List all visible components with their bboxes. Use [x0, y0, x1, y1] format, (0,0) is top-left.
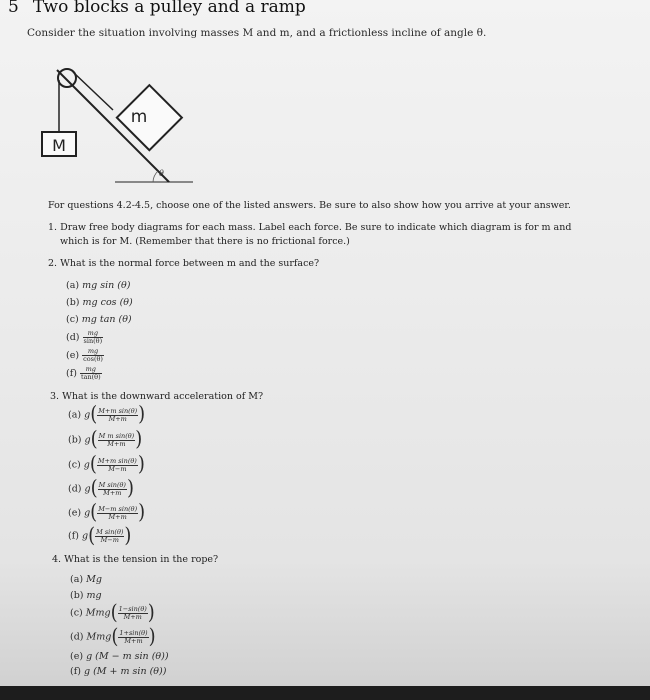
- q3-option-b: (b) g( $\frac{\text{M m sin(θ)}}{M+m}$ ): [68, 427, 143, 452]
- angle-arc: [153, 171, 158, 182]
- small-block-label: m: [130, 107, 148, 127]
- q4-question: 4. What is the tension in the rope?: [52, 554, 219, 565]
- q3-option-a: (a) g( $\frac{\text{M+m sin(θ)}}{M+m}$ ): [68, 402, 146, 427]
- q2-question: 2. What is the normal force between m and the surface?: [48, 258, 320, 269]
- q4-option-f: (f) g (M + m sin (θ)): [70, 666, 167, 677]
- q4-option-d: (d) Mmg( $\frac{1+\sin(\theta)}{M+m}$ ): [70, 624, 156, 649]
- q1-line1: 1. Draw free body diagrams for each mass. Label each force. Be sure to indicate which diagram is for m and: [48, 222, 572, 233]
- q2-option-a: (a) mg sin (θ): [66, 280, 131, 291]
- q4-option-c: (c) Mmg( $\frac{1-\sin(\theta)}{M+m}$ ): [70, 600, 155, 625]
- section-title-text: Two blocks a pulley and a ramp: [32, 0, 306, 17]
- q2-option-b: (b) mg cos (θ): [66, 297, 133, 308]
- q3-option-f: (f) g( $\frac{\text{M sin(θ)}}{M-m}$ ): [68, 523, 132, 548]
- q2-option-d: (d) $\frac{mg}{\sin(\theta)}$: [66, 329, 103, 345]
- q2-option-e: (e) $\frac{mg}{\cos(\theta)}$: [66, 347, 103, 363]
- q4-option-b: (b) mg: [70, 590, 102, 601]
- q3-option-d: (d) g( $\frac{\text{M sin(θ)}}{M+m}$ ): [68, 476, 134, 501]
- q1-line2: which is for M. (Remember that there is no frictional force.): [60, 236, 350, 247]
- q3-option-e: (e) g( $\frac{\text{M−m sin(θ)}}{M+m}$ ): [68, 500, 146, 525]
- angle-label: θ: [159, 169, 164, 178]
- q2-option-c: (c) mg tan (θ): [66, 314, 132, 325]
- big-block-label: M: [52, 136, 66, 155]
- q4-option-e: (e) g (M − m sin (θ)): [70, 651, 169, 662]
- q4-option-a: (a) Mg: [70, 574, 102, 585]
- q3-option-c: (c) g( $\frac{\text{M+m sin(θ)}}{M-m}$ ): [68, 452, 145, 477]
- instructions: For questions 4.2-4.5, choose one of the listed answers. Be sure to also show how you arrive at your answer.: [48, 200, 571, 211]
- section-title: [8, 0, 306, 17]
- q3-question: 3. What is the downward acceleration of M?: [50, 391, 264, 402]
- q2-option-f: (f) $\frac{mg}{\tan(\theta)}$: [66, 365, 101, 381]
- bottom-edge-bar: [0, 686, 650, 700]
- pulley-ramp-diagram: [35, 60, 195, 190]
- section-number: 5: [8, 0, 19, 17]
- intro-text: Consider the situation involving masses M and m, and a frictionless incline of angle θ.: [27, 27, 487, 39]
